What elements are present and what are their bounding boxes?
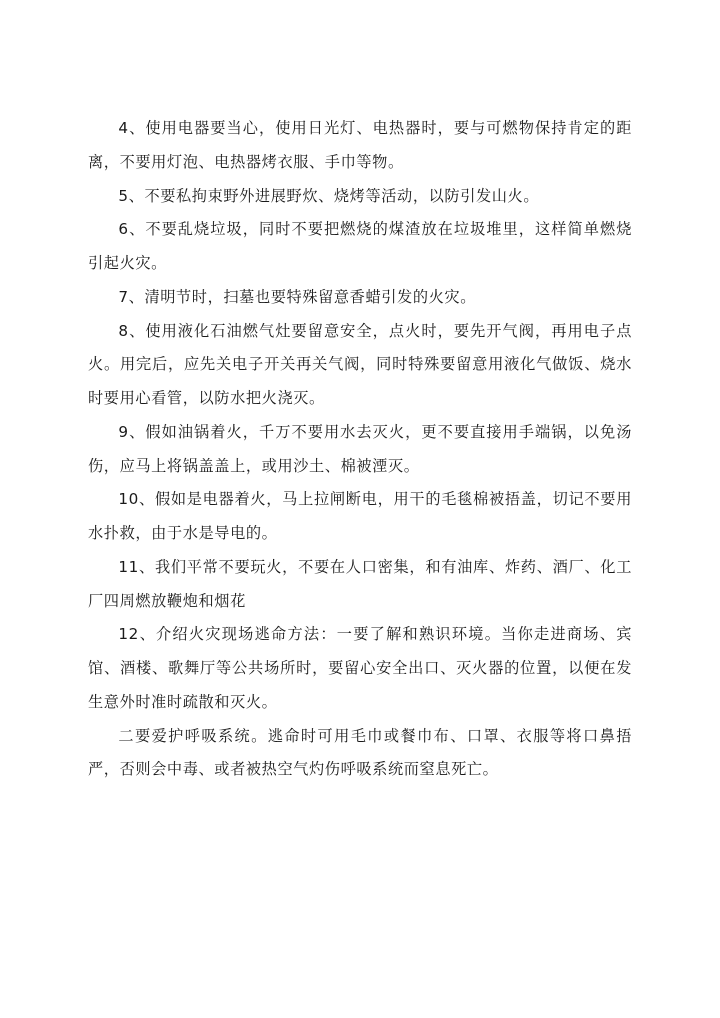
paragraph: 10、假如是电器着火，马上拉闸断电，用干的毛毯棉被捂盖，切记不要用水扑救，由于水是导电的。 [88,490,632,542]
paragraph: 12、介绍火灾现场逃命方法：一要了解和熟识环境。当你走进商场、宾馆、酒楼、歌舞厅等公共场所时，要留心安全出口、灭火器的位置，以便在发生意外时准时疏散和灭火。 [88,625,632,711]
paragraph: 7、清明节时，扫墓也要特殊留意香蜡引发的火灾。 [118,287,476,306]
paragraph: 5、不要私拘束野外进展野炊、烧烤等活动，以防引发山火。 [118,186,540,205]
paragraph: 二要爱护呼吸系统。逃命时可用毛巾或餐巾布、口罩、衣服等将口鼻捂严，否则会中毒、或者被热空气灼伤呼吸系统而窒息死亡。 [88,726,632,779]
paragraph: 8、使用液化石油燃气灶要留意安全，点火时，要先开气阀，再用电子点火。用完后，应先关电子开关再关气阀，同时特殊要留意用液化气做饭、烧水时要用心看管，以防水把火浇灭。 [88,321,632,407]
paragraph: 4、使用电器要当心，使用日光灯、电热器时，要与可燃物保持肯定的距离，不要用灯泡、电热器烤衣服、手巾等物。 [88,119,632,171]
paragraph: 11、我们平常不要玩火，不要在人口密集，和有油库、炸药、酒厂、化工厂四周燃放鞭炮和烟花 [88,557,632,610]
paragraph: 9、假如油锅着火，千万不要用水去灭火，更不要直接用手端锅，以免汤伤，应马上将锅盖盖上，或用沙土、棉被湮灭。 [88,422,632,475]
document-body [88,112,632,787]
paragraph: 6、不要乱烧垃圾，同时不要把燃烧的煤渣放在垃圾堆里，这样简单燃烧引起火灾。 [88,220,632,272]
